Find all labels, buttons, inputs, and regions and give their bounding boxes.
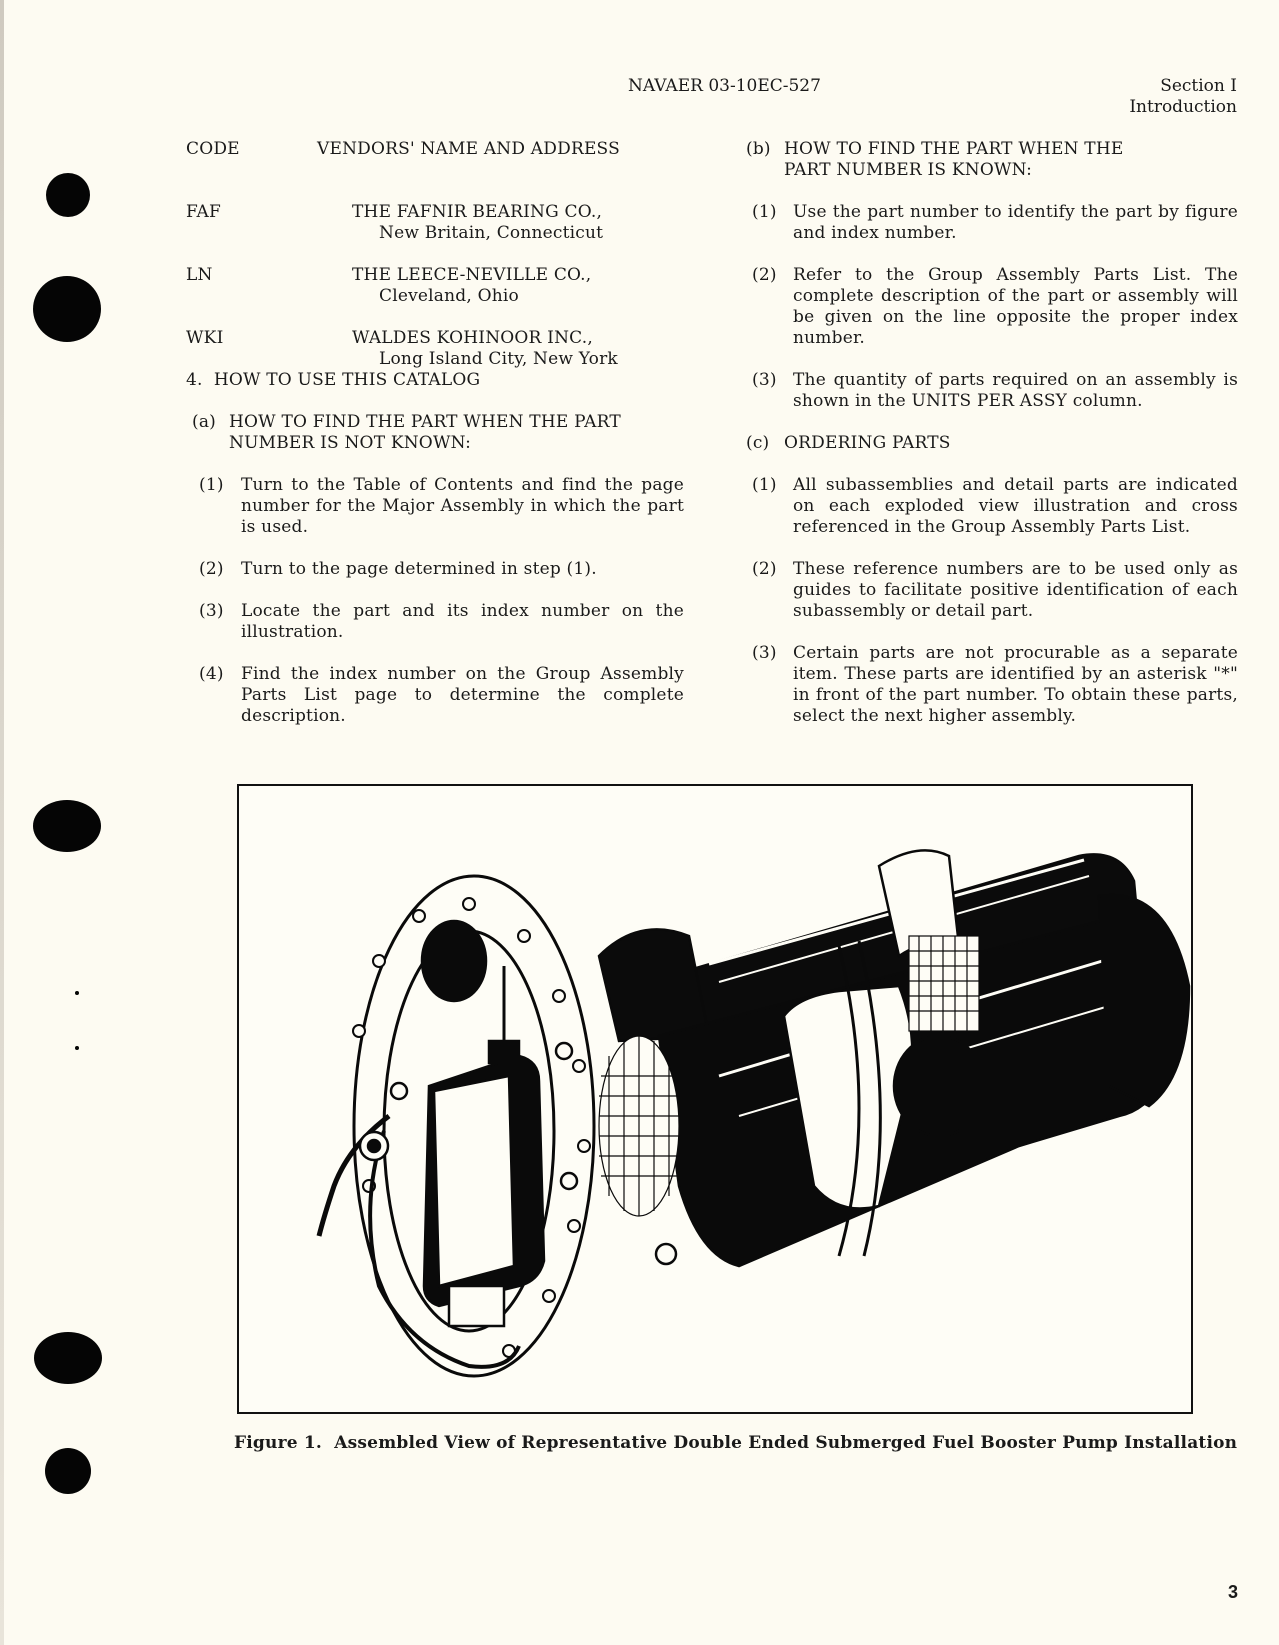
section-title: Introduction bbox=[1129, 97, 1237, 117]
vendor-name: THE LEECE-NEVILLE CO., bbox=[352, 265, 592, 285]
step-text: These reference numbers are to be used only as guides to facilitate positive identification of each subassembly or detail part. bbox=[793, 559, 1238, 621]
page-number: 3 bbox=[1228, 1582, 1239, 1602]
step-text: Turn to the Table of Contents and find the page number for the Major Assembly in which the part is used. bbox=[241, 475, 684, 537]
step-number: (3) bbox=[199, 601, 224, 621]
step-list-b bbox=[752, 202, 1239, 412]
step-text: Turn to the page determined in step (1). bbox=[241, 559, 597, 579]
subsection-label: (c) bbox=[746, 433, 770, 453]
title-line: PART NUMBER IS KNOWN: bbox=[784, 160, 1033, 180]
step-number: (3) bbox=[752, 370, 777, 390]
speck bbox=[75, 1046, 79, 1050]
subsection-title: ORDERING PARTS bbox=[784, 433, 951, 453]
step-number: (1) bbox=[199, 475, 224, 495]
step-text: All subassemblies and detail parts are indicated on each exploded view illustration and cross referenced in the Group Assembly Parts List. bbox=[793, 475, 1238, 537]
vendor-table bbox=[186, 139, 666, 369]
vendor-code: LN bbox=[186, 265, 213, 285]
section-heading: 4. HOW TO USE THIS CATALOG bbox=[186, 370, 481, 390]
title-line: NUMBER IS NOT KNOWN: bbox=[229, 433, 472, 453]
step-text: Locate the part and its index number on the illustration. bbox=[241, 601, 684, 642]
subsection-label: (a) bbox=[192, 412, 216, 432]
figure-frame bbox=[237, 784, 1193, 1414]
title-line: HOW TO FIND THE PART WHEN THE PART bbox=[229, 412, 621, 432]
step-text: The quantity of parts required on an assembly is shown in the UNITS PER ASSY column. bbox=[793, 370, 1238, 411]
vendor-name: THE FAFNIR BEARING CO., bbox=[352, 202, 603, 222]
vendor-address: New Britain, Connecticut bbox=[379, 223, 604, 243]
step-text: Use the part number to identify the part by figure and index number. bbox=[793, 202, 1238, 243]
step-number: (2) bbox=[752, 265, 777, 285]
vendor-name: WALDES KOHINOOR INC., bbox=[352, 328, 593, 348]
vendor-code: FAF bbox=[186, 202, 221, 222]
step-number: (2) bbox=[199, 559, 224, 579]
vendor-col-code: CODE bbox=[186, 139, 240, 159]
punch-hole bbox=[34, 1332, 102, 1384]
speck bbox=[75, 991, 79, 995]
vendor-code: WKI bbox=[186, 328, 224, 348]
subsection-title bbox=[784, 139, 1204, 181]
fuel-booster-pump-illustration bbox=[239, 786, 1191, 1412]
subsection-title bbox=[229, 412, 689, 454]
step-number: (1) bbox=[752, 202, 777, 222]
step-text: Certain parts are not procurable as a separate item. These parts are identified by an asterisk "*" in front of the part number. To obtain these parts, select the next higher assembly. bbox=[793, 643, 1238, 726]
step-list-a bbox=[199, 475, 686, 735]
vendor-address: Cleveland, Ohio bbox=[379, 286, 519, 306]
title-line: HOW TO FIND THE PART WHEN THE bbox=[784, 139, 1124, 159]
step-number: (2) bbox=[752, 559, 777, 579]
step-number: (3) bbox=[752, 643, 777, 663]
step-text: Find the index number on the Group Assembly Parts List page to determine the complete description. bbox=[241, 664, 684, 726]
punch-hole bbox=[45, 1448, 91, 1494]
step-text: Refer to the Group Assembly Parts List. The complete description of the part or assembly will be given on the line opposite the proper index number. bbox=[793, 265, 1238, 348]
step-list-c bbox=[752, 475, 1239, 735]
document-number: NAVAER 03-10EC-527 bbox=[628, 76, 821, 96]
page-edge bbox=[0, 0, 4, 1645]
figure-caption: Figure 1. Assembled View of Representative Double Ended Submerged Fuel Booster Pump Installation bbox=[234, 1433, 1238, 1453]
punch-hole bbox=[33, 276, 101, 342]
punch-hole bbox=[33, 800, 101, 852]
section-label: Section I bbox=[1160, 76, 1237, 96]
punch-hole bbox=[46, 173, 90, 217]
vendor-address: Long Island City, New York bbox=[379, 349, 618, 369]
step-number: (4) bbox=[199, 664, 224, 684]
step-number: (1) bbox=[752, 475, 777, 495]
vendor-col-name: VENDORS' NAME AND ADDRESS bbox=[317, 139, 620, 159]
subsection-label: (b) bbox=[746, 139, 771, 159]
